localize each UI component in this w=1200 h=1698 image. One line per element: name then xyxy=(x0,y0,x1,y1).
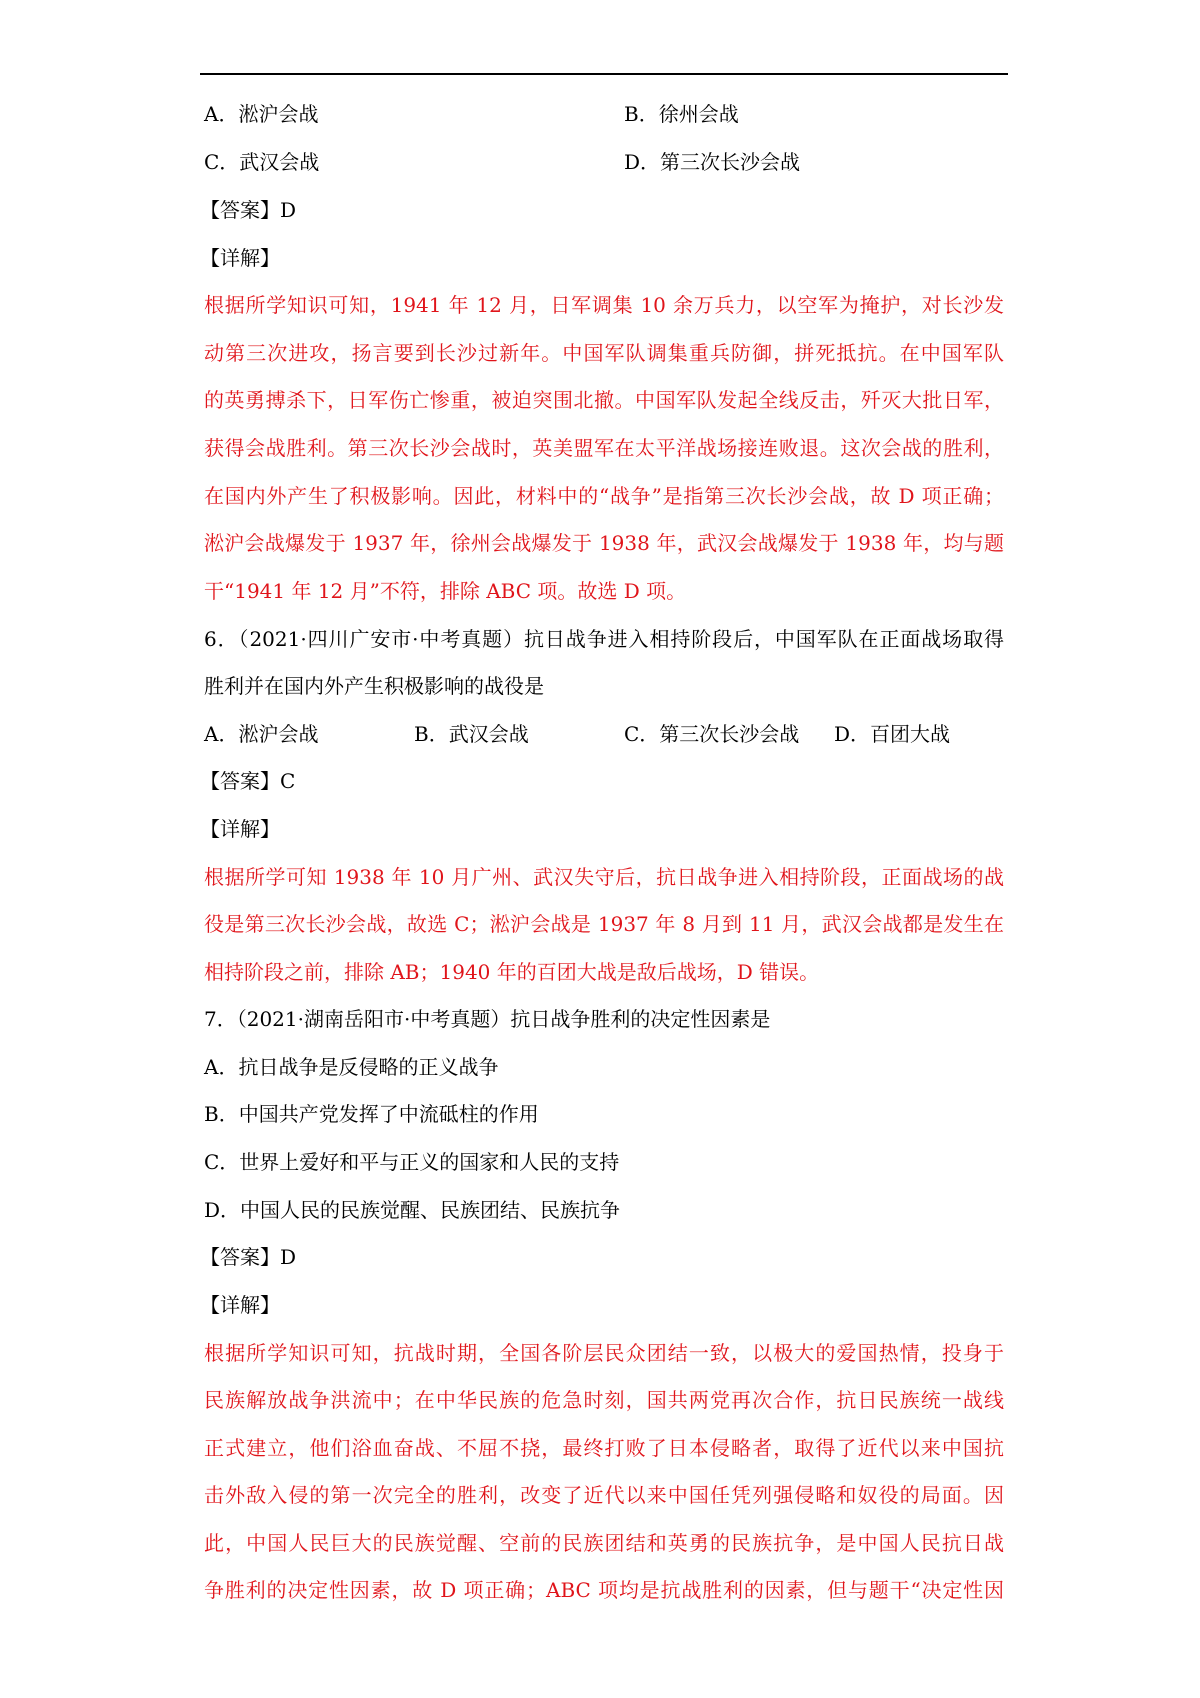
q7-option-d: D．中国人民的民族觉醒、民族团结、民族抗争 xyxy=(204,1198,621,1222)
q7-explanation-line: 根据所学知识可知，抗战时期，全国各阶层民众团结一致，以极大的爱国热情，投身于 xyxy=(204,1341,1004,1365)
q7-answer: 【答案】D xyxy=(200,1245,297,1269)
q5-option-c: C．武汉会战 xyxy=(204,150,320,174)
q6-option-c: C．第三次长沙会战 xyxy=(624,722,800,746)
q5-explanation-line: 干“1941 年 12 月”不符，排除 ABC 项。故选 D 项。 xyxy=(204,579,687,603)
q6-detail-label: 【详解】 xyxy=(200,817,280,841)
q7-option-c: C．世界上爱好和平与正义的国家和人民的支持 xyxy=(204,1150,620,1174)
q7-explanation-line: 民族解放战争洪流中；在中华民族的危急时刻，国共两党再次合作，抗日民族统一战线 xyxy=(204,1388,1004,1412)
q7-explanation-line: 击外敌入侵的第一次完全的胜利，改变了近代以来中国任凭列强侵略和奴役的局面。因 xyxy=(204,1483,1004,1507)
q7-option-a: A．抗日战争是反侵略的正义战争 xyxy=(204,1055,499,1079)
q7-explanation-line: 正式建立，他们浴血奋战、不屈不挠，最终打败了日本侵略者，取得了近代以来中国抗 xyxy=(204,1436,1004,1460)
q6-option-b: B．武汉会战 xyxy=(414,722,529,746)
q7-stem: 7．（2021·湖南岳阳市·中考真题）抗日战争胜利的决定性因素是 xyxy=(204,1007,771,1031)
q5-explanation-line: 淞沪会战爆发于 1937 年，徐州会战爆发于 1938 年，武汉会战爆发于 1938 年，均与题 xyxy=(204,531,1004,555)
q5-option-d: D．第三次长沙会战 xyxy=(624,150,801,174)
q5-option-b: B．徐州会战 xyxy=(624,102,739,126)
q6-explanation-line: 役是第三次长沙会战，故选 C；淞沪会战是 1937 年 8 月到 11 月，武汉会战都是发生在 xyxy=(204,912,1004,936)
q5-explanation-line: 的英勇搏杀下，日军伤亡惨重，被迫突围北撤。中国军队发起全线反击，歼灭大批日军， xyxy=(204,388,1004,412)
q7-detail-label: 【详解】 xyxy=(200,1293,280,1317)
q7-explanation-line: 争胜利的决定性因素，故 D 项正确；ABC 项均是抗战胜利的因素，但与题干“决定性因 xyxy=(204,1578,1004,1602)
q5-explanation-line: 获得会战胜利。第三次长沙会战时，英美盟军在太平洋战场接连败退。这次会战的胜利， xyxy=(204,436,1004,460)
q5-detail-label: 【详解】 xyxy=(200,246,280,270)
q5-answer: 【答案】D xyxy=(200,198,297,222)
q6-stem-line: 6．（2021·四川广安市·中考真题）抗日战争进入相持阶段后，中国军队在正面战场取得 xyxy=(204,627,1004,651)
q6-option-d: D．百团大战 xyxy=(834,722,951,746)
q6-explanation-line: 根据所学可知 1938 年 10 月广州、武汉失守后，抗日战争进入相持阶段，正面战场的战 xyxy=(204,865,1004,889)
q6-option-a: A．淞沪会战 xyxy=(204,722,319,746)
q5-explanation-line: 动第三次进攻，扬言要到长沙过新年。中国军队调集重兵防御，拼死抵抗。在中国军队 xyxy=(204,341,1004,365)
q7-option-b: B．中国共产党发挥了中流砥柱的作用 xyxy=(204,1102,539,1126)
q5-explanation-line: 根据所学知识可知，1941 年 12 月，日军调集 10 余万兵力，以空军为掩护，对长沙发 xyxy=(204,293,1004,317)
header-rule xyxy=(200,73,1008,75)
q6-stem-line: 胜利并在国内外产生积极影响的战役是 xyxy=(204,674,544,698)
q6-answer: 【答案】C xyxy=(200,769,296,793)
q5-option-a: A．淞沪会战 xyxy=(204,102,319,126)
q6-explanation-line: 相持阶段之前，排除 AB；1940 年的百团大战是敌后战场，D 错误。 xyxy=(204,960,820,984)
q5-explanation-line: 在国内外产生了积极影响。因此，材料中的“战争”是指第三次长沙会战，故 D 项正确； xyxy=(204,484,1004,508)
q7-explanation-line: 此，中国人民巨大的民族觉醒、空前的民族团结和英勇的民族抗争，是中国人民抗日战 xyxy=(204,1531,1004,1555)
